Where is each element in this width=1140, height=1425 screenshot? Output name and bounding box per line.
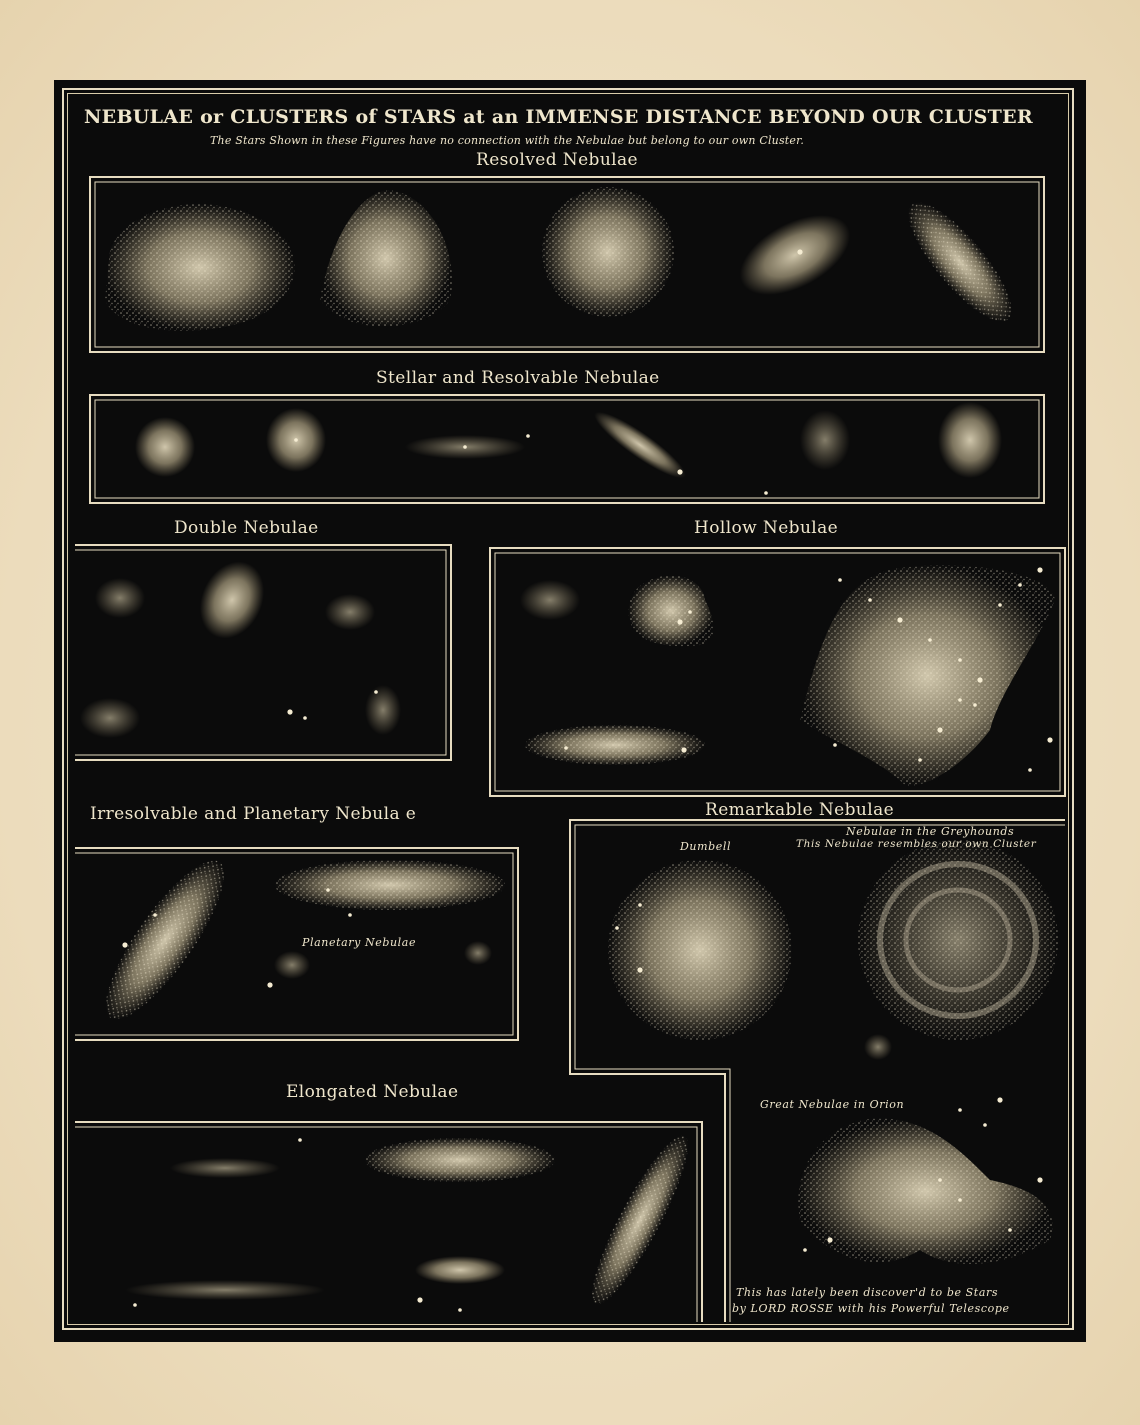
star	[928, 638, 932, 642]
star	[868, 598, 872, 602]
star	[374, 690, 378, 694]
label-resembles-cluster: This Nebulae resembles our own Cluster	[796, 838, 1037, 850]
star	[918, 758, 922, 762]
label-orion-nebula: Great Nebulae in Orion	[760, 1098, 905, 1111]
label-rosse-line2: by LORD ROSSE with his Powerful Telescope	[732, 1302, 1010, 1315]
star	[681, 747, 686, 752]
plate-subtitle: The Stars Shown in these Figures have no connection with the Nebulae but belong to our own Cluster.	[210, 134, 805, 147]
star	[526, 434, 530, 438]
star	[827, 1237, 832, 1242]
star	[764, 491, 768, 495]
star	[303, 716, 307, 720]
star	[564, 746, 568, 750]
star	[977, 677, 982, 682]
elongated-nebulae-figures	[125, 1127, 702, 1314]
star	[1018, 583, 1022, 587]
star	[998, 603, 1002, 607]
star	[133, 1303, 137, 1307]
star	[458, 1308, 462, 1312]
star	[326, 888, 330, 892]
star	[958, 1108, 962, 1112]
star	[833, 743, 837, 747]
stellar-panel-frame	[90, 395, 1044, 503]
star	[463, 445, 467, 449]
star	[638, 903, 642, 907]
hollow-nebulae-figures	[520, 565, 1055, 785]
star	[937, 727, 942, 732]
star	[294, 438, 298, 442]
star	[997, 1097, 1002, 1102]
star	[1008, 1228, 1012, 1232]
heading-irresolvable-nebulae: Irresolvable and Planetary Nebula e	[90, 804, 417, 824]
resolved-nebulae-figures	[105, 187, 1027, 335]
star	[958, 698, 962, 702]
heading-double-nebulae: Double Nebulae	[174, 518, 319, 538]
star	[417, 1297, 422, 1302]
label-dumbell: Dumbell	[680, 840, 732, 853]
star	[803, 1248, 807, 1252]
star	[122, 942, 127, 947]
star	[958, 1198, 962, 1202]
star	[983, 1123, 987, 1127]
star	[267, 982, 272, 987]
star	[1037, 1177, 1042, 1182]
double-nebulae-figures	[80, 551, 401, 738]
star	[677, 619, 682, 624]
heading-stellar-nebulae: Stellar and Resolvable Nebulae	[376, 368, 660, 388]
heading-resolved-nebulae: Resolved Nebulae	[476, 150, 639, 170]
plate-title: NEBULAE or CLUSTERS of STARS at an IMMENSE DISTANCE BEYOND OUR CLUSTER	[84, 106, 1033, 128]
star	[615, 926, 619, 930]
star	[838, 578, 842, 582]
heading-remarkable-nebulae: Remarkable Nebulae	[705, 800, 895, 820]
star	[688, 610, 692, 614]
star	[677, 469, 682, 474]
label-planetary-nebulae: Planetary Nebulae	[302, 936, 417, 949]
heading-hollow-nebulae: Hollow Nebulae	[694, 518, 839, 538]
star	[797, 249, 802, 254]
label-greyhounds: Nebulae in the Greyhounds	[846, 825, 1015, 838]
star	[1037, 567, 1042, 572]
star	[1028, 768, 1032, 772]
heading-elongated-nebulae: Elongated Nebulae	[286, 1082, 459, 1102]
star	[287, 709, 292, 714]
star	[348, 913, 352, 917]
star	[973, 703, 977, 707]
star	[938, 1178, 942, 1182]
star	[637, 967, 642, 972]
remarkable-nebulae-figures	[608, 840, 1058, 1264]
star	[153, 913, 157, 917]
stellar-nebulae-figures	[135, 402, 1002, 486]
label-rosse-line1: This has lately been discover'd to be Stars	[736, 1286, 999, 1299]
star	[1047, 737, 1052, 742]
star	[897, 617, 902, 622]
star	[298, 1138, 302, 1142]
irresolvable-nebulae-figures	[88, 846, 505, 1034]
star	[958, 658, 962, 662]
